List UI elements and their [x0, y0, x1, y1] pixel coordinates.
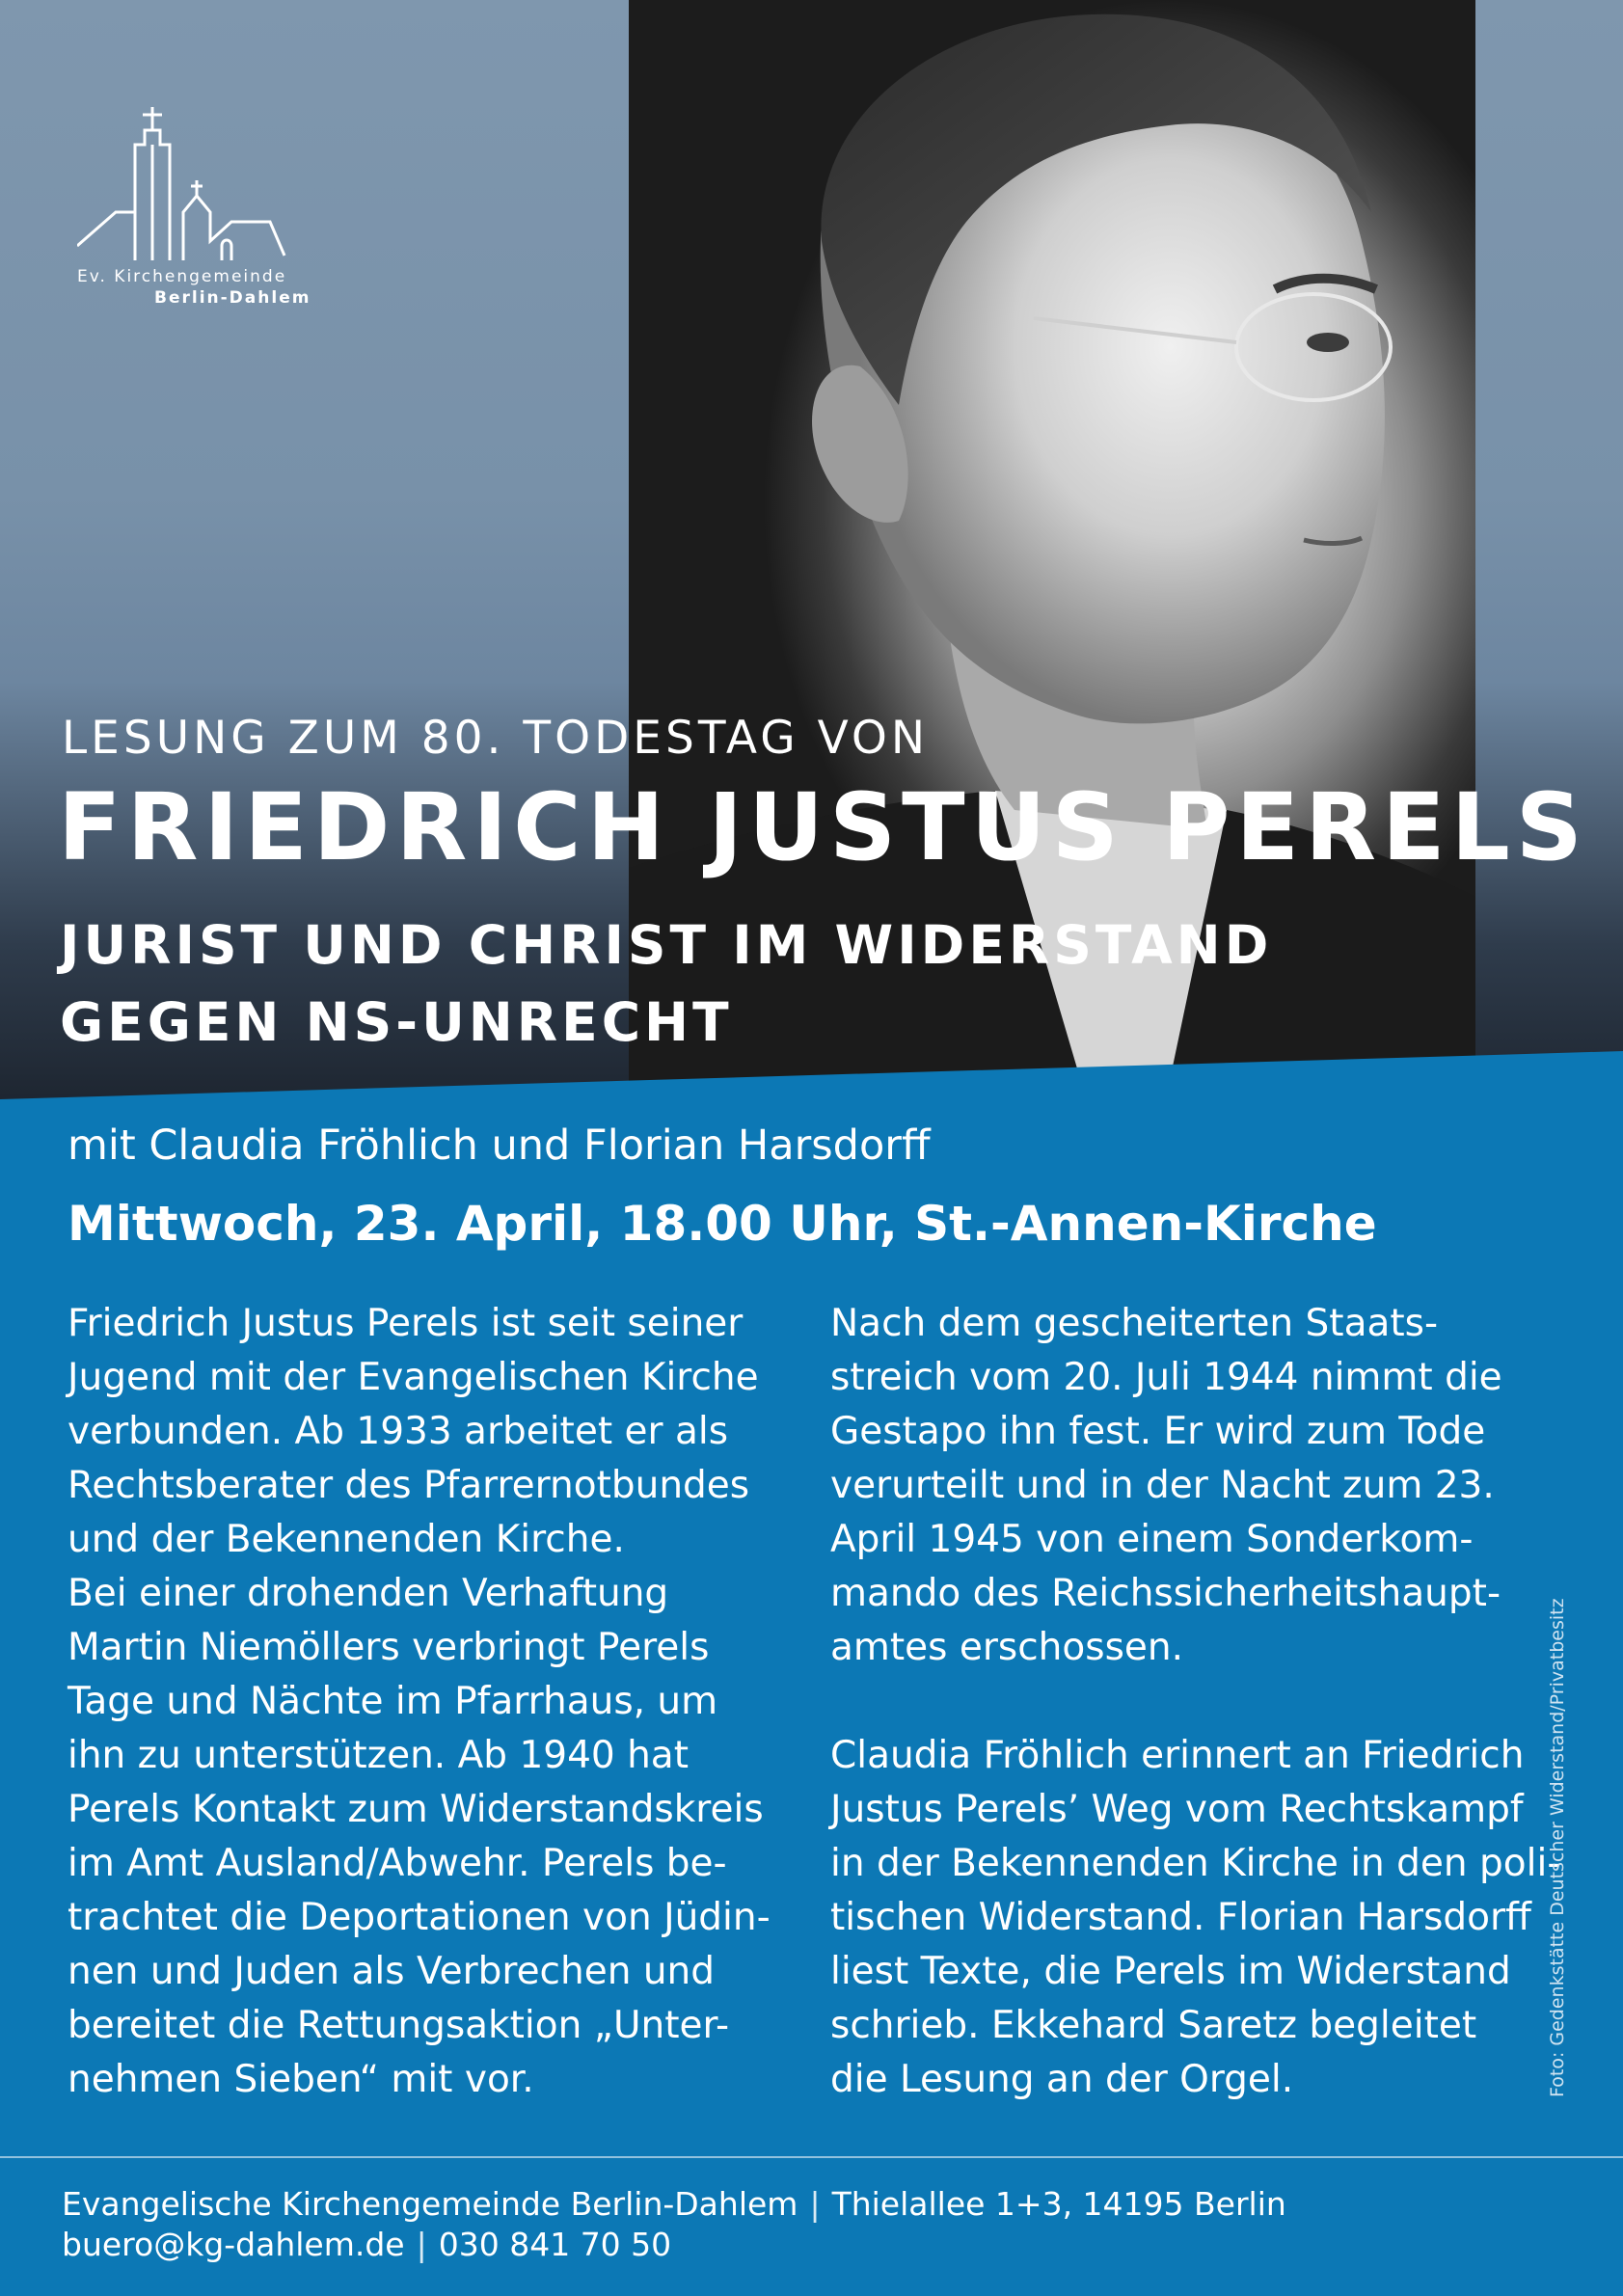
- body-line: Justus Perels’ Weg vom Rechtskampf: [830, 1788, 1524, 1831]
- body-line: Claudia Fröhlich erinnert an Friedrich: [830, 1734, 1525, 1777]
- body-line: schrieb. Ekkehard Saretz begleitet: [830, 2004, 1477, 2047]
- body-line: Nach dem gescheiterten Staats-: [830, 1302, 1439, 1345]
- body-right-paragraph-2: [830, 1729, 1563, 2107]
- body-line: im Amt Ausland/Abwehr. Perels be-: [68, 1842, 727, 1885]
- subtitle-line-1: JURIST UND CHRIST IM WIDERSTAND: [60, 914, 1273, 976]
- event-date-time-place: Mittwoch, 23. April, 18.00 Uhr, St.-Annen-Kirche: [68, 1196, 1377, 1252]
- body-line: Jugend mit der Evangelischen Kirche: [68, 1356, 759, 1399]
- body-line: Martin Niemöllers verbringt Perels: [68, 1626, 710, 1669]
- footer: [62, 2184, 1286, 2265]
- subtitle-line-2: GEGEN NS-UNRECHT: [60, 991, 733, 1053]
- body-line: amtes erschossen.: [830, 1626, 1184, 1669]
- body-line: April 1945 von einem Sonderkom-: [830, 1518, 1474, 1561]
- footer-separator: |: [809, 2185, 821, 2223]
- body-line: Rechtsberater des Pfarrernotbundes: [68, 1464, 750, 1507]
- paragraph-gap: [830, 1675, 1563, 1729]
- body-line: und der Bekennenden Kirche.: [68, 1518, 625, 1561]
- footer-org: Evangelische Kirchengemeinde Berlin-Dahlem: [62, 2185, 798, 2223]
- body-right-paragraph-1: [830, 1297, 1563, 1675]
- photo-credit: Foto: Gedenkstätte Deutscher Widerstand/Privatbesitz: [1547, 1598, 1568, 2097]
- body-line: Gestapo ihn fest. Er wird zum Tode: [830, 1410, 1486, 1453]
- body-line: mando des Reichssicherheitshaupt-: [830, 1572, 1501, 1615]
- body-line: liest Texte, die Perels im Widerstand: [830, 1950, 1511, 1993]
- footer-row-2: [62, 2225, 1286, 2265]
- body-line: nen und Juden als Verbrechen und: [68, 1950, 716, 1993]
- footer-phone[interactable]: 030 841 70 50: [438, 2226, 672, 2263]
- footer-email[interactable]: buero@kg-dahlem.de: [62, 2226, 405, 2263]
- body-line: ihn zu unterstützen. Ab 1940 hat: [68, 1734, 689, 1777]
- body-line: trachtet die Deportationen von Jüdin-: [68, 1896, 771, 1939]
- church-buildings-logo-icon: [77, 101, 357, 265]
- headline-subtitle: [60, 906, 1272, 1061]
- body-line: Friedrich Justus Perels ist seit seiner: [68, 1302, 744, 1345]
- body-column-right: [830, 1297, 1563, 2107]
- body-line: Tage und Nächte im Pfarrhaus, um: [68, 1680, 718, 1723]
- body-left-paragraph: [68, 1297, 820, 2107]
- footer-separator: |: [416, 2226, 427, 2263]
- footer-divider: [0, 2156, 1623, 2158]
- body-line: in der Bekennenden Kirche in den poli-: [830, 1842, 1561, 1885]
- body-line: verurteilt und in der Nacht zum 23.: [830, 1464, 1495, 1507]
- event-speakers: mit Claudia Fröhlich und Florian Harsdorff: [68, 1121, 931, 1170]
- footer-address: Thielallee 1+3, 14195 Berlin: [831, 2185, 1286, 2223]
- logo-text-line1: Ev. Kirchengemeinde: [77, 267, 287, 286]
- body-line: tischen Widerstand. Florian Harsdorff: [830, 1896, 1531, 1939]
- church-logo: [77, 101, 357, 323]
- body-line: die Lesung an der Orgel.: [830, 2058, 1294, 2101]
- body-line: nehmen Sieben“ mit vor.: [68, 2058, 534, 2101]
- body-line: Perels Kontakt zum Widerstandskreis: [68, 1788, 764, 1831]
- body-line: bereitet die Rettungsaktion „Unter-: [68, 2004, 730, 2047]
- headline-name: FRIEDRICH JUSTUS PERELS: [58, 773, 1588, 881]
- logo-text-line2: Berlin-Dahlem: [154, 288, 311, 308]
- body-line: streich vom 20. Juli 1944 nimmt die: [830, 1356, 1502, 1399]
- body-line: verbunden. Ab 1933 arbeitet er als: [68, 1410, 729, 1453]
- footer-row-1: [62, 2184, 1286, 2225]
- body-line: Bei einer drohenden Verhaftung: [68, 1572, 669, 1615]
- body-column-left: [68, 1297, 820, 2107]
- headline-kicker: LESUNG ZUM 80. TODESTAG VON: [62, 712, 930, 765]
